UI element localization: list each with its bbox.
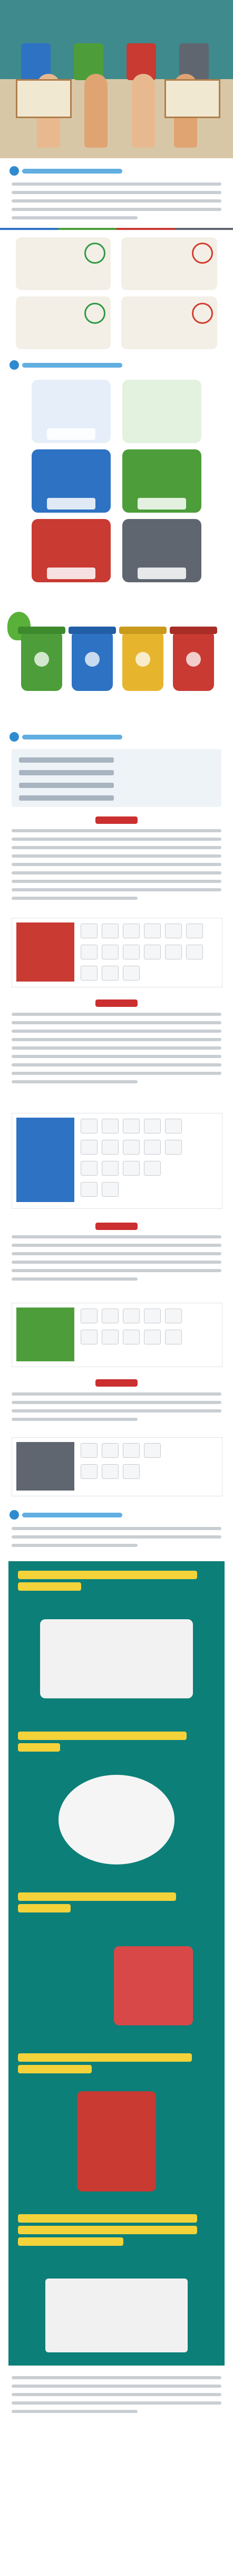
section-heading bbox=[9, 730, 125, 744]
item-icon bbox=[102, 924, 119, 938]
text-line bbox=[12, 854, 221, 858]
item-icon bbox=[81, 1309, 98, 1323]
item-icon bbox=[123, 1119, 140, 1133]
item-icon bbox=[144, 1443, 161, 1458]
recyclable-sign-emblem bbox=[16, 922, 74, 982]
trash-icon bbox=[135, 652, 150, 667]
bin-lid bbox=[119, 627, 167, 634]
bins-illustration bbox=[0, 612, 233, 717]
bin-lid bbox=[18, 627, 65, 634]
section-heading-text bbox=[22, 735, 122, 739]
kitchen-waste-sign-card bbox=[12, 1303, 222, 1367]
text-line bbox=[12, 1535, 221, 1539]
info-circle-icon bbox=[9, 1510, 19, 1520]
item-icon bbox=[81, 1119, 98, 1133]
item-icon bbox=[144, 1140, 161, 1155]
text-line bbox=[12, 1392, 221, 1396]
poster-heading-text bbox=[18, 1732, 187, 1740]
item-icon bbox=[123, 945, 140, 959]
section-header-4 bbox=[0, 1508, 233, 1530]
hero-banner bbox=[0, 0, 233, 158]
item-icon bbox=[144, 1309, 161, 1323]
tip-poster-2 bbox=[8, 1722, 225, 1883]
item-icon bbox=[81, 924, 98, 938]
poster-heading-text bbox=[18, 2237, 123, 2246]
section-header-2 bbox=[0, 359, 233, 380]
item-icon-grid bbox=[81, 924, 217, 982]
tip-poster-5 bbox=[8, 2205, 225, 2366]
text-line bbox=[12, 880, 221, 883]
kitchen-waste-card bbox=[122, 380, 201, 443]
text-line bbox=[12, 1046, 221, 1050]
other-waste-card bbox=[122, 519, 201, 582]
child-illustration bbox=[132, 74, 155, 148]
poster-heading bbox=[18, 1732, 215, 1754]
item-icon-grid bbox=[81, 1119, 217, 1203]
item-icon bbox=[186, 924, 203, 938]
item-icon bbox=[186, 945, 203, 959]
item-icon bbox=[102, 1140, 119, 1155]
text-line bbox=[12, 1235, 221, 1238]
banner-sign-left bbox=[16, 79, 72, 118]
text-line bbox=[12, 208, 221, 211]
item-icon bbox=[81, 1464, 98, 1479]
text-line bbox=[12, 888, 221, 891]
text-line bbox=[12, 1072, 221, 1075]
poster-illustration bbox=[77, 2091, 156, 2191]
bin-lid bbox=[69, 627, 116, 634]
item-icon bbox=[123, 1464, 140, 1479]
bin-lid bbox=[170, 627, 217, 634]
text-line bbox=[12, 1401, 221, 1404]
kitchen-waste-label-card bbox=[122, 449, 201, 513]
section-header-3 bbox=[0, 730, 233, 752]
tip-poster-4 bbox=[8, 2044, 225, 2205]
item-icon bbox=[144, 1161, 161, 1176]
text-line bbox=[12, 2385, 221, 2388]
text-line bbox=[12, 2393, 221, 2396]
paragraph-part-4 bbox=[12, 1392, 221, 1426]
item-icon bbox=[102, 1161, 119, 1176]
subheading-pill bbox=[95, 816, 138, 824]
item-icon bbox=[81, 1161, 98, 1176]
recyclable-label-card bbox=[32, 449, 111, 513]
item-icon bbox=[165, 1119, 182, 1133]
category-list-box bbox=[12, 749, 221, 807]
item-icon bbox=[165, 924, 182, 938]
child-illustration bbox=[84, 74, 108, 148]
hazardous-sign-card bbox=[12, 1113, 222, 1209]
item-icon bbox=[165, 1140, 182, 1155]
category-list-item bbox=[19, 795, 114, 801]
hazardous-sign-emblem bbox=[16, 1118, 74, 1202]
check-mark-icon bbox=[84, 243, 105, 264]
item-icon bbox=[123, 1330, 140, 1344]
section-heading-text bbox=[22, 169, 122, 174]
text-line bbox=[12, 216, 138, 219]
category-list-item bbox=[19, 757, 114, 763]
text-line bbox=[12, 1269, 221, 1272]
item-icon bbox=[123, 1443, 140, 1458]
poster-illustration bbox=[59, 1775, 174, 1864]
item-icon bbox=[102, 1443, 119, 1458]
item-icon bbox=[123, 924, 140, 938]
text-line bbox=[12, 1418, 138, 1421]
hazardous-waste-label bbox=[47, 568, 95, 579]
text-line bbox=[12, 829, 221, 832]
text-line bbox=[12, 1030, 221, 1033]
item-icon bbox=[165, 1309, 182, 1323]
section-heading-text bbox=[22, 363, 122, 368]
poster-heading-text bbox=[18, 2214, 197, 2223]
poster-heading-text bbox=[18, 2053, 192, 2062]
item-icon bbox=[144, 1119, 161, 1133]
text-line bbox=[12, 1277, 138, 1281]
category-list-item bbox=[19, 783, 114, 788]
poster-heading-text bbox=[18, 2065, 92, 2073]
text-line bbox=[12, 2401, 221, 2405]
item-icon bbox=[102, 1309, 119, 1323]
paragraph-tips-intro bbox=[12, 1527, 221, 1552]
poster-illustration bbox=[45, 2279, 188, 2352]
item-icon-grid bbox=[81, 1309, 217, 1361]
kitchen-waste-bin bbox=[21, 633, 62, 691]
poster-heading bbox=[18, 1892, 215, 1915]
recyclable-label bbox=[47, 498, 95, 510]
item-icon bbox=[123, 1161, 140, 1176]
item-icon bbox=[81, 1443, 98, 1458]
paragraph-part-3 bbox=[12, 1235, 221, 1286]
text-line bbox=[12, 1244, 221, 1247]
cross-mark-icon bbox=[192, 303, 213, 324]
text-line bbox=[12, 838, 221, 841]
text-line bbox=[12, 1038, 221, 1041]
closing-paragraph bbox=[12, 2376, 221, 2418]
intro-paragraph bbox=[12, 182, 221, 225]
recyclable-bin bbox=[72, 633, 113, 691]
poster-heading-text bbox=[18, 2226, 197, 2234]
item-icon bbox=[81, 1330, 98, 1344]
poster-heading-text bbox=[18, 1904, 71, 1912]
text-line bbox=[12, 2376, 221, 2379]
kitchen-waste-label bbox=[138, 498, 186, 510]
warning-icon bbox=[186, 652, 201, 667]
check-mark-icon bbox=[84, 303, 105, 324]
text-line bbox=[12, 1021, 221, 1024]
leaf-icon bbox=[34, 652, 49, 667]
cross-mark-icon bbox=[192, 243, 213, 264]
text-line bbox=[12, 1252, 221, 1255]
section-heading bbox=[9, 359, 125, 372]
item-icon bbox=[102, 966, 119, 981]
info-circle-icon bbox=[9, 166, 19, 176]
item-icon bbox=[165, 945, 182, 959]
poster-heading bbox=[18, 2053, 215, 2075]
subheading-pill bbox=[95, 1223, 138, 1230]
poster-illustration bbox=[114, 1946, 193, 2025]
poster-heading bbox=[18, 2214, 215, 2256]
other-waste-label bbox=[138, 568, 186, 579]
item-icon bbox=[81, 966, 98, 981]
text-line bbox=[12, 199, 221, 203]
poster-heading bbox=[18, 1571, 215, 1593]
section-heading bbox=[9, 165, 125, 178]
banner-sign-right bbox=[164, 79, 220, 118]
text-line bbox=[12, 863, 221, 866]
intro-illustrations bbox=[16, 237, 217, 351]
text-line bbox=[12, 2410, 138, 2413]
item-icon bbox=[144, 924, 161, 938]
item-icon bbox=[144, 1330, 161, 1344]
item-icon bbox=[81, 1140, 98, 1155]
item-icon bbox=[81, 945, 98, 959]
section-heading bbox=[9, 1508, 125, 1522]
recyclable-caption bbox=[47, 428, 95, 440]
item-icon bbox=[102, 1464, 119, 1479]
item-icon bbox=[123, 1140, 140, 1155]
item-icon bbox=[102, 1330, 119, 1344]
poster-illustration bbox=[40, 1619, 193, 1698]
section-heading-text bbox=[22, 1513, 122, 1517]
paragraph-part-1 bbox=[12, 829, 221, 905]
text-line bbox=[12, 1080, 138, 1083]
text-line bbox=[12, 897, 138, 900]
subheading-pill bbox=[95, 1379, 138, 1387]
text-line bbox=[12, 1055, 221, 1058]
color-divider bbox=[0, 228, 233, 230]
recycle-icon bbox=[85, 652, 100, 667]
text-line bbox=[12, 871, 221, 874]
recyclable-sign-card bbox=[12, 918, 222, 987]
other-waste-sign-emblem bbox=[16, 1442, 74, 1491]
text-line bbox=[12, 1544, 138, 1547]
text-line bbox=[12, 846, 221, 849]
item-icon bbox=[165, 1330, 182, 1344]
hazardous-waste-card bbox=[32, 519, 111, 582]
text-line bbox=[12, 191, 221, 194]
text-line bbox=[12, 1261, 221, 1264]
category-list-item bbox=[19, 770, 114, 775]
item-icon bbox=[102, 945, 119, 959]
hazardous-waste-bin bbox=[173, 633, 214, 691]
paragraph-part-2 bbox=[12, 1013, 221, 1089]
item-icon bbox=[144, 945, 161, 959]
info-circle-icon bbox=[9, 732, 19, 742]
item-icon bbox=[123, 1309, 140, 1323]
subheading-pill bbox=[95, 999, 138, 1007]
other-waste-bin bbox=[122, 633, 163, 691]
info-circle-icon bbox=[9, 360, 19, 370]
item-icon bbox=[123, 966, 140, 981]
text-line bbox=[12, 1063, 221, 1066]
item-icon bbox=[81, 1182, 98, 1197]
text-line bbox=[12, 1409, 221, 1412]
item-icon bbox=[102, 1119, 119, 1133]
poster-heading-text bbox=[18, 1743, 60, 1752]
recyclable-card bbox=[32, 380, 111, 443]
poster-heading-text bbox=[18, 1892, 176, 1901]
text-line bbox=[12, 1013, 221, 1016]
other-waste-sign-card bbox=[12, 1437, 222, 1496]
tip-poster-1 bbox=[8, 1561, 225, 1722]
text-line bbox=[12, 1527, 221, 1530]
text-line bbox=[12, 182, 221, 186]
four-categories-graphic bbox=[0, 380, 233, 607]
kitchen-waste-sign-emblem bbox=[16, 1308, 74, 1361]
tip-poster-3 bbox=[8, 1883, 225, 2044]
banner-title-text bbox=[11, 7, 222, 40]
item-icon-grid bbox=[81, 1443, 217, 1491]
poster-heading-text bbox=[18, 1571, 197, 1579]
poster-heading-text bbox=[18, 1582, 81, 1591]
item-icon bbox=[102, 1182, 119, 1197]
